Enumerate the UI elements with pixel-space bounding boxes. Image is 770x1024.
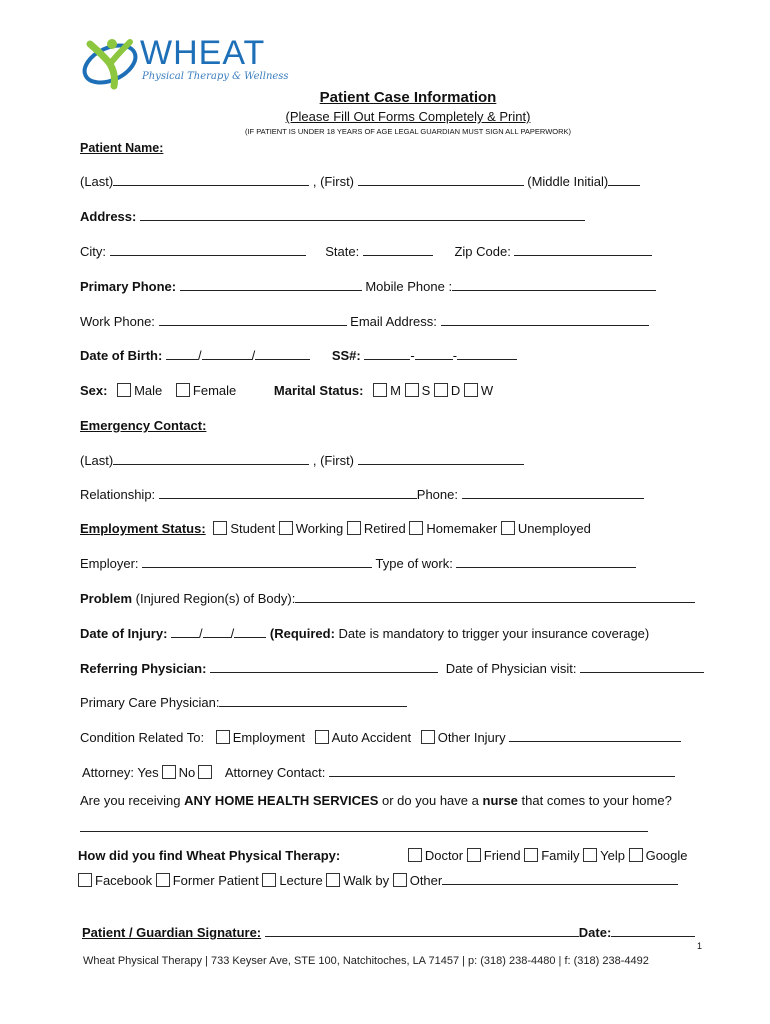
former-patient-checkbox[interactable] [156, 873, 170, 887]
first-name-label: , (First) [312, 174, 355, 189]
home-health-text-2: or do you have a [382, 793, 479, 808]
marital-m-checkbox[interactable] [373, 383, 387, 397]
primary-care-row [80, 695, 407, 710]
page-subtitle: (Please Fill Out Forms Completely & Print) [285, 109, 531, 124]
google-label: Google [645, 848, 688, 863]
walk-by-label: Walk by [343, 873, 390, 888]
other-source-field[interactable] [442, 873, 678, 885]
attorney-no-label: No [178, 765, 196, 780]
home-health-answer-field[interactable] [80, 831, 648, 832]
city-row [80, 244, 652, 259]
physician-visit-field[interactable] [580, 661, 704, 673]
friend-label: Friend [483, 848, 521, 863]
primary-phone-label: Primary Phone: [80, 279, 177, 294]
email-label: Email Address: [350, 314, 437, 329]
doctor-checkbox[interactable] [408, 848, 422, 862]
physician-visit-label: Date of Physician visit: [445, 661, 577, 676]
dob-separator: / [251, 348, 256, 363]
working-checkbox[interactable] [279, 521, 293, 535]
page-number: 1 [697, 941, 703, 951]
google-checkbox[interactable] [629, 848, 643, 862]
patient-name-label: Patient Name: [80, 141, 164, 155]
mobile-phone-label: Mobile Phone : [365, 279, 453, 294]
referring-row [80, 661, 704, 676]
address-row [80, 209, 585, 224]
emergency-contact-label: Emergency Contact: [80, 418, 207, 433]
home-health-bold-2: nurse [482, 793, 518, 808]
ss-part2-field[interactable] [415, 348, 453, 360]
ss-part3-field[interactable] [457, 348, 517, 360]
unemployed-label: Unemployed [517, 521, 591, 536]
signature-date-field[interactable] [611, 925, 695, 937]
primary-care-field[interactable] [219, 695, 407, 707]
primary-care-label: Primary Care Physician: [80, 695, 220, 710]
ss-label: SS#: [331, 348, 361, 363]
employment-status-row [80, 521, 591, 536]
type-of-work-label: Type of work: [375, 556, 453, 571]
facebook-label: Facebook [95, 873, 153, 888]
last-name-label: (Last) [80, 174, 114, 189]
marital-s-checkbox[interactable] [405, 383, 419, 397]
injury-day-field[interactable] [203, 626, 231, 638]
employer-label: Employer: [80, 556, 139, 571]
dob-row [80, 348, 517, 363]
marital-s-label: S [421, 383, 431, 398]
problem-row [80, 591, 695, 606]
former-patient-label: Former Patient [172, 873, 259, 888]
marital-d-label: D [450, 383, 461, 398]
first-name-field[interactable] [358, 174, 524, 186]
address-label: Address: [80, 209, 137, 224]
female-label: Female [192, 383, 237, 398]
referring-label: Referring Physician: [80, 661, 207, 676]
lecture-checkbox[interactable] [262, 873, 276, 887]
home-health-text-3: that comes to your home? [521, 793, 672, 808]
dob-year-field[interactable] [255, 348, 310, 360]
marital-w-checkbox[interactable] [464, 383, 478, 397]
last-name-field[interactable] [113, 174, 309, 186]
ss-part1-field[interactable] [364, 348, 410, 360]
home-health-row [80, 793, 672, 808]
attorney-yes-label: Yes [137, 765, 159, 780]
referring-field[interactable] [210, 661, 438, 673]
find-us-row [78, 848, 688, 863]
condition-row [80, 730, 681, 745]
middle-initial-label: (Middle Initial) [527, 174, 609, 189]
emergency-last-label: (Last) [80, 453, 114, 468]
attorney-label: Attorney: [82, 765, 135, 780]
auto-accident-checkbox[interactable] [315, 730, 329, 744]
logo-brand: WHEAT [140, 34, 266, 72]
marital-d-checkbox[interactable] [434, 383, 448, 397]
family-checkbox[interactable] [524, 848, 538, 862]
facebook-checkbox[interactable] [78, 873, 92, 887]
relationship-field[interactable] [159, 487, 417, 499]
emergency-phone-field[interactable] [462, 487, 644, 499]
student-label: Student [230, 521, 276, 536]
find-us-label: How did you find Wheat Physical Therapy: [78, 848, 341, 863]
lecture-label: Lecture [279, 873, 323, 888]
condition-label: Condition Related To: [80, 730, 205, 745]
problem-detail: (Injured Region(s) of Body): [135, 591, 296, 606]
sex-row [80, 383, 493, 398]
find-us-row-2 [78, 873, 678, 888]
attorney-row [82, 765, 675, 780]
work-phone-label: Work Phone: [80, 314, 155, 329]
employer-field[interactable] [142, 556, 372, 568]
required-text: Date is mandatory to trigger your insurance coverage) [338, 626, 650, 641]
family-label: Family [541, 848, 580, 863]
yelp-label: Yelp [600, 848, 625, 863]
emergency-name-row [80, 453, 524, 468]
marital-w-label: W [480, 383, 494, 398]
dob-label: Date of Birth: [80, 348, 163, 363]
mobile-phone-field[interactable] [452, 279, 656, 291]
working-label: Working [295, 521, 344, 536]
other-injury-checkbox[interactable] [421, 730, 435, 744]
injury-row [80, 626, 649, 641]
injury-separator: / [199, 626, 203, 641]
primary-phone-row [80, 279, 656, 294]
other-source-label: Other [409, 873, 443, 888]
logo-figure-icon [80, 34, 144, 90]
injury-separator: / [230, 626, 235, 641]
dob-separator: / [197, 348, 202, 363]
marital-m-label: M [390, 383, 401, 398]
other-injury-field[interactable] [509, 730, 681, 742]
emergency-last-field[interactable] [113, 453, 309, 465]
signature-field[interactable] [265, 925, 579, 937]
attorney-contact-label: Attorney Contact: [224, 765, 326, 780]
email-field[interactable] [441, 314, 649, 326]
attorney-contact-field[interactable] [329, 765, 675, 777]
homemaker-checkbox[interactable] [409, 521, 423, 535]
sex-label: Sex: [80, 383, 108, 398]
page-title: Patient Case Information [319, 89, 497, 106]
ss-separator: - [410, 348, 415, 363]
signature-row [82, 925, 695, 940]
emergency-first-label: , (First) [312, 453, 355, 468]
problem-field[interactable] [295, 591, 695, 603]
age-notice: (IF PATIENT IS UNDER 18 YEARS OF AGE LEGAL GUARDIAN MUST SIGN ALL PAPERWORK) [244, 127, 572, 136]
state-label: State: [325, 244, 360, 259]
logo [80, 34, 310, 90]
marital-status-label: Marital Status: [273, 383, 364, 398]
injury-year-field[interactable] [234, 626, 266, 638]
unemployed-checkbox[interactable] [501, 521, 515, 535]
relationship-row [80, 487, 644, 502]
emergency-phone-label: Phone: [416, 487, 458, 502]
walk-by-checkbox[interactable] [326, 873, 340, 887]
state-field[interactable] [363, 244, 433, 256]
employment-condition-checkbox[interactable] [216, 730, 230, 744]
zip-field[interactable] [514, 244, 652, 256]
patient-name-row [80, 174, 640, 189]
work-phone-field[interactable] [159, 314, 347, 326]
emergency-first-field[interactable] [358, 453, 524, 465]
retired-checkbox[interactable] [347, 521, 361, 535]
city-label: City: [80, 244, 106, 259]
injury-label: Date of Injury: [80, 626, 168, 641]
student-checkbox[interactable] [213, 521, 227, 535]
other-source-checkbox[interactable] [393, 873, 407, 887]
middle-initial-field[interactable] [608, 174, 640, 186]
male-label: Male [134, 383, 163, 398]
footer: Wheat Physical Therapy | 733 Keyser Ave, STE 100, Natchitoches, LA 71457 | p: (318) 238-4480 | f: (318) 238-4492 [83, 955, 649, 967]
work-phone-row [80, 314, 649, 329]
required-label: (Required: [269, 626, 335, 641]
other-injury-label: Other Injury [437, 730, 506, 745]
employer-row [80, 556, 636, 571]
address-field[interactable] [140, 209, 585, 221]
type-of-work-field[interactable] [456, 556, 636, 568]
doctor-label: Doctor [424, 848, 464, 863]
retired-label: Retired [363, 521, 406, 536]
female-checkbox[interactable] [176, 383, 190, 397]
yelp-checkbox[interactable] [583, 848, 597, 862]
attorney-yes-checkbox[interactable] [162, 765, 176, 779]
auto-accident-label: Auto Accident [331, 730, 412, 745]
attorney-no-checkbox[interactable] [198, 765, 212, 779]
signature-date-label: Date: [578, 925, 612, 940]
male-checkbox[interactable] [117, 383, 131, 397]
dob-day-field[interactable] [202, 348, 252, 360]
employment-condition-label: Employment [232, 730, 305, 745]
primary-phone-field[interactable] [180, 279, 362, 291]
signature-label: Patient / Guardian Signature: [82, 925, 262, 940]
homemaker-label: Homemaker [426, 521, 498, 536]
home-health-bold-1: ANY HOME HEALTH SERVICES [184, 793, 379, 808]
zip-label: Zip Code: [454, 244, 511, 259]
logo-tagline: Physical Therapy & Wellness [142, 71, 289, 82]
friend-checkbox[interactable] [467, 848, 481, 862]
employment-status-label: Employment Status: [80, 521, 206, 536]
city-field[interactable] [110, 244, 306, 256]
dob-month-field[interactable] [166, 348, 198, 360]
relationship-label: Relationship: [80, 487, 156, 502]
ss-separator: - [452, 348, 458, 363]
problem-label: Problem [80, 591, 133, 606]
home-health-text-1: Are you receiving [80, 793, 181, 808]
injury-month-field[interactable] [171, 626, 199, 638]
